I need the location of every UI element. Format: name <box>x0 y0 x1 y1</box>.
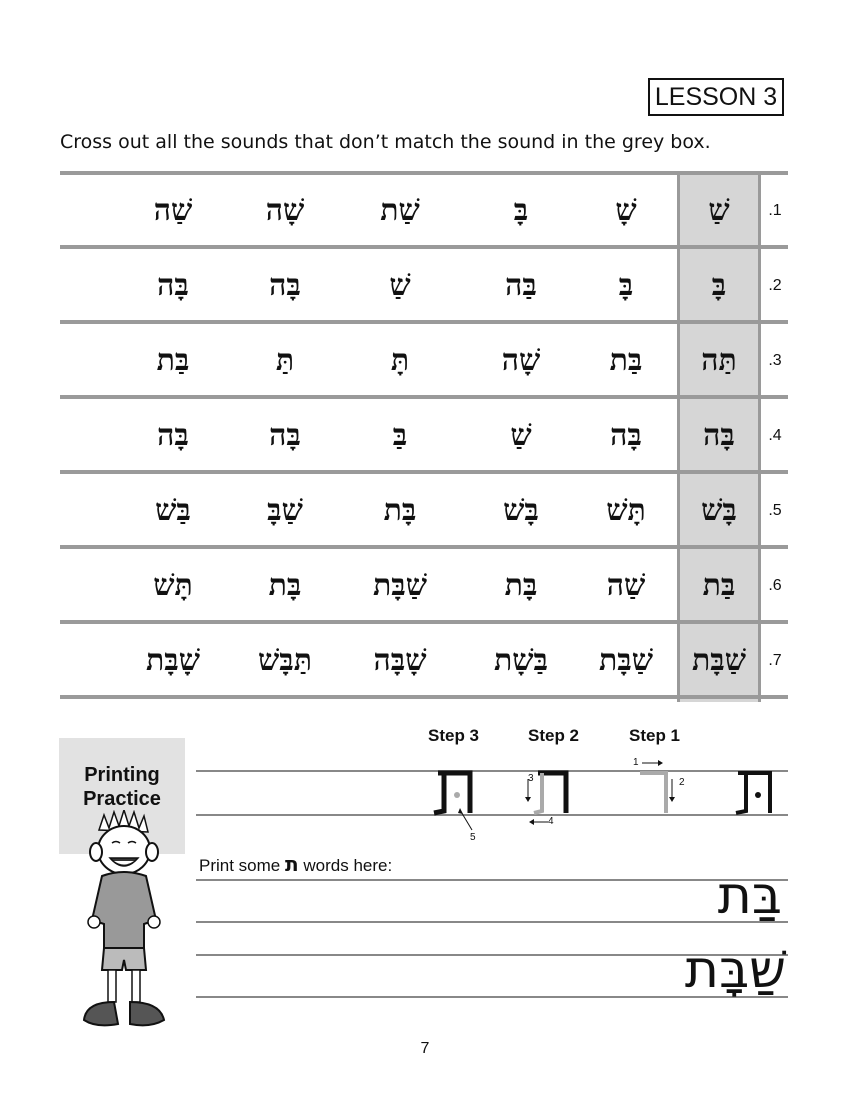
sound-option[interactable]: בָּ <box>513 193 529 228</box>
sound-option[interactable]: בָּה <box>157 268 189 303</box>
sound-option[interactable]: תָּשׁ <box>606 493 646 528</box>
stroke-number: 4 <box>548 816 554 827</box>
sound-option[interactable]: בַּשָׁת <box>494 643 548 678</box>
page-number: 7 <box>420 1040 430 1057</box>
instructions: Cross out all the sounds that don’t match the sound in the grey box. <box>60 131 711 153</box>
target-sound: בָּשׁ <box>701 493 737 528</box>
sound-option[interactable]: תַּבָּשׁ <box>258 643 312 678</box>
sound-option[interactable]: בָּה <box>610 418 642 453</box>
example-word-shabbat: שַׁבָּת <box>684 940 786 1000</box>
sound-option[interactable]: בָּ <box>618 268 634 303</box>
step-3-label: Step 3 <box>428 726 480 745</box>
target-sound: שַׁ <box>708 193 730 228</box>
cartoon-boy-illustration <box>74 810 174 1032</box>
sound-option[interactable]: תַּ <box>275 343 295 378</box>
target-sound: תַּה <box>701 343 737 378</box>
sound-table <box>60 171 788 702</box>
table-row <box>60 173 788 248</box>
writing-line <box>196 921 788 923</box>
sound-option[interactable]: שַׁ <box>389 268 411 303</box>
print-words-label: Print some ת words here: <box>199 852 393 876</box>
sound-option[interactable]: בַּה <box>505 268 537 303</box>
row-number: .2 <box>768 276 782 294</box>
sound-option[interactable]: בָּת <box>504 568 538 603</box>
sound-option[interactable]: שָׁבָּת <box>146 643 200 678</box>
table-row <box>60 623 788 698</box>
target-sound: בַּת <box>702 568 736 603</box>
sound-option[interactable]: בָּה <box>269 418 301 453</box>
row-number: .6 <box>768 576 782 594</box>
target-sound: בָּ <box>711 268 727 303</box>
target-sound: בָּה <box>703 418 735 453</box>
table-row <box>60 248 788 323</box>
sound-option[interactable]: בַּשׁ <box>155 493 191 528</box>
table-row <box>60 473 788 548</box>
sound-option[interactable]: בָּת <box>268 568 302 603</box>
sound-option[interactable]: תָּ <box>390 343 410 378</box>
sound-option[interactable]: שַׁה <box>153 193 193 228</box>
sound-option[interactable]: בַּ <box>392 418 408 453</box>
sound-option[interactable]: תָּשׁ <box>153 568 193 603</box>
step-1-label: Step 1 <box>629 726 681 745</box>
row-number: .1 <box>768 201 782 219</box>
sound-option[interactable]: שַׁה <box>606 568 646 603</box>
row-number: .4 <box>768 426 782 444</box>
sound-option[interactable]: בָּשׁ <box>503 493 539 528</box>
sound-option[interactable]: בַּת <box>156 343 190 378</box>
stroke-number: 1 <box>633 757 639 768</box>
sound-option[interactable]: שַׁת <box>380 193 420 228</box>
sound-option[interactable]: בָּת <box>383 493 417 528</box>
row-number: .5 <box>768 501 782 519</box>
printing-practice-title: Printing Practice <box>83 764 161 810</box>
table-row <box>60 398 788 473</box>
stroke-number: 5 <box>470 832 476 843</box>
stroke-number: 3 <box>528 773 534 784</box>
sound-option[interactable]: בָּה <box>269 268 301 303</box>
sound-option[interactable]: בָּה <box>157 418 189 453</box>
sound-option[interactable]: שַׁבָּת <box>373 568 427 603</box>
sound-option[interactable]: שָׁ <box>615 193 637 228</box>
step-2-label: Step 2 <box>528 726 580 745</box>
writing-line <box>196 879 788 881</box>
sound-option[interactable]: בַּת <box>609 343 643 378</box>
lesson-title: LESSON 3 <box>648 78 784 116</box>
row-number: .7 <box>768 651 782 669</box>
sound-option[interactable]: שָׁה <box>265 193 305 228</box>
table-row <box>60 323 788 398</box>
sound-option[interactable]: שַׁבָּ <box>267 493 303 528</box>
target-sound: שַׁבָּת <box>692 643 746 678</box>
stroke-number: 2 <box>679 777 685 788</box>
table-row <box>60 548 788 623</box>
row-number: .3 <box>768 351 782 369</box>
sound-option[interactable]: שָׁה <box>501 343 541 378</box>
sound-option[interactable]: שַׁבָּת <box>599 643 653 678</box>
sound-option[interactable]: שָׁבָּה <box>373 643 427 678</box>
example-word-bat: בַּת <box>717 866 782 926</box>
sound-option[interactable]: שַׁ <box>510 418 532 453</box>
